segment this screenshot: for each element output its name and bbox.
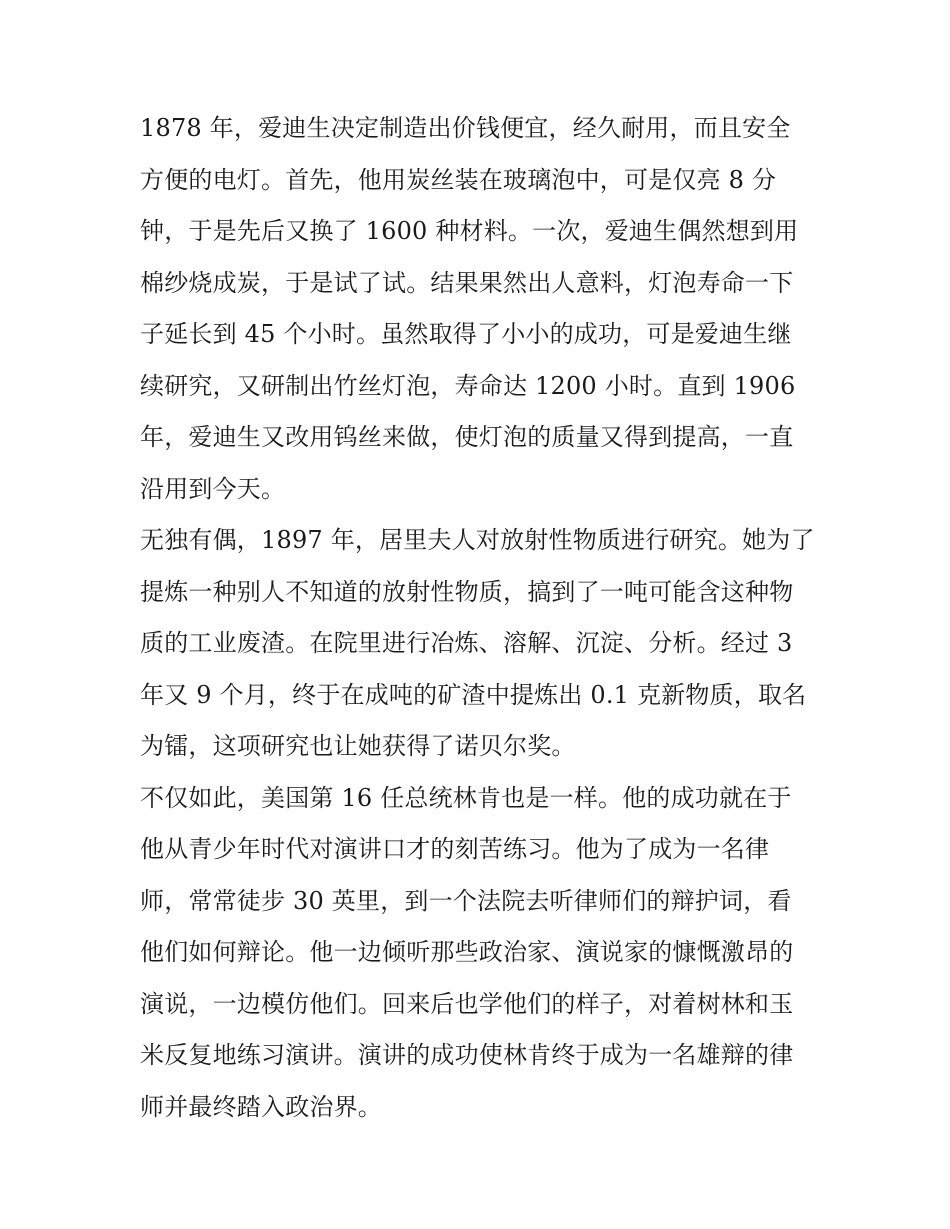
document-body <box>140 103 815 1133</box>
text-line: 1878 年，爱迪生决定制造出价钱便宜，经久耐用，而且安全 <box>140 114 791 142</box>
paragraph-curie <box>140 515 815 773</box>
text-line: 提炼一种别人不知道的放射性物质，搞到了一吨可能含这种物 <box>140 577 794 606</box>
text-line: 子延长到 45 个小时。虽然取得了小小的成功，可是爱迪生继 <box>140 320 792 348</box>
text-line: 演说，一边模仿他们。回来后也学他们的样子，对着树林和玉 <box>140 989 794 1018</box>
text-line: 米反复地练习演讲。演讲的成功使林肯终于成为一名雄辩的律 <box>140 1041 794 1069</box>
text-line: 年又 9 个月，终于在成吨的矿渣中提炼出 0.1 克新物质，取名 <box>140 680 807 709</box>
text-line: 方便的电灯。首先，他用炭丝装在玻璃泡中，可是仅亮 8 分 <box>140 165 777 194</box>
text-line: 师并最终踏入政治界。 <box>140 1092 382 1121</box>
text-line: 钟，于是先后又换了 1600 种材料。一次，爱迪生偶然想到用 <box>140 217 799 245</box>
text-line: 棉纱烧成炭，于是试了试。结果果然出人意料，灯泡寿命一下 <box>140 268 794 297</box>
text-line: 质的工业废渣。在院里进行冶炼、溶解、沉淀、分析。经过 3 <box>140 629 793 657</box>
text-line: 无独有偶，1897 年，居里夫人对放射性物质进行研究。她为了 <box>140 526 815 554</box>
text-line: 沿用到今天。 <box>140 474 286 503</box>
text-line: 他从青少年时代对演讲口才的刻苦练习。他为了成为一名律 <box>140 835 770 863</box>
text-line: 续研究，又研制出竹丝灯泡，寿命达 1200 小时。直到 1906 <box>140 371 796 400</box>
paragraph-edison <box>140 103 812 515</box>
text-line: 不仅如此，美国第 16 任总统林肯也是一样。他的成功就在于 <box>140 783 792 812</box>
text-line: 年，爱迪生又改用钨丝来做，使灯泡的质量又得到提高，一直 <box>140 423 794 451</box>
text-line: 为镭，这项研究也让她获得了诺贝尔奖。 <box>140 732 576 760</box>
text-line: 他们如何辩论。他一边倾听那些政治家、演说家的慷慨激昂的 <box>140 938 794 966</box>
paragraph-lincoln <box>140 773 812 1134</box>
text-line: 师，常常徒步 30 英里，到一个法院去听律师们的辩护词，看 <box>140 886 792 915</box>
